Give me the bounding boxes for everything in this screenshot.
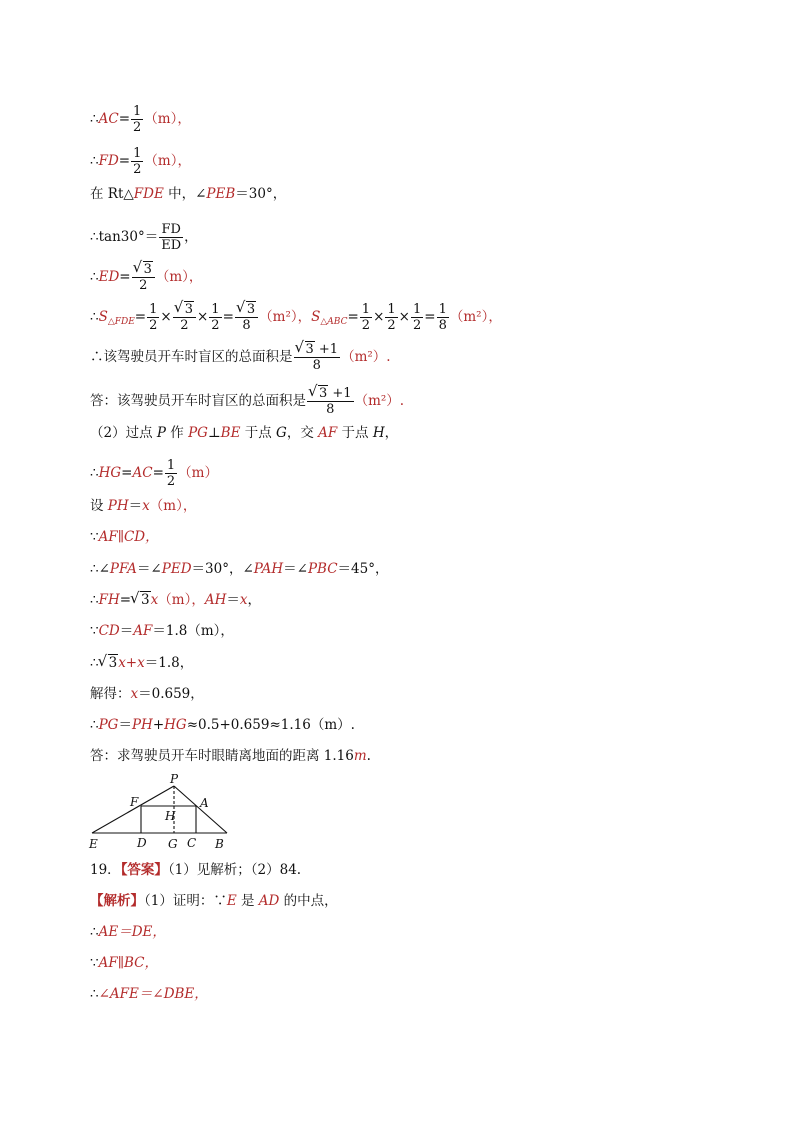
line-equation: ∴√ 3x+x＝1.8， [90,655,193,671]
question-19-analysis: 【解析】（1）证明：∵E 是 AD 的中点， [90,893,338,909]
label-b: B [215,837,224,851]
geometry-figure [86,770,236,852]
label-d: D [137,836,147,850]
line-fh-ah: ∴FH=√ 3x（m），AH＝x， [90,592,261,608]
fraction: $\frac{1}{2}$ [133,146,142,177]
line-cd-af: ∵CD＝AF＝1.8（m）， [90,623,234,639]
label-c: C [187,836,197,850]
question-19-answer: 19．【答案】（1）见解析；（2）84. [90,862,302,878]
segment-ep [92,786,174,833]
line-tan30: ∴tan30°＝ $\frac{FD}{ED}$ ， [90,222,198,253]
line-rt-triangle: 在 Rt△FDE 中，∠PEB＝30°， [90,186,287,202]
line-ac: ∴AC= $\frac{1}{2}$ （m）， [90,104,191,135]
line-hg: ∴HG=AC= $\frac{1}{2}$ （m） [90,458,218,489]
label-a: A [200,796,209,810]
fraction: √ $\frac{3}{2}$ [132,262,155,293]
line-ed: ∴ED= √ $\frac{3}{2}$ （m）， [90,262,202,293]
label-f: F [130,795,139,809]
line-angles: ∴∠PFA＝∠PED＝30°，∠PAH＝∠PBC＝45°， [90,561,389,577]
label-g: G [168,837,178,851]
line-af-parallel-bc: ∵AF∥BC， [90,955,158,971]
line-ae-de: ∴AE＝DE， [90,924,166,940]
label-e: E [89,837,98,851]
line-af-parallel-cd: ∵AF∥CD， [90,529,159,545]
line-fd: ∴FD= $\frac{1}{2}$ （m）， [90,146,191,177]
label-p: P [170,772,179,786]
line-pg: ∴PG＝PH+HG≈0.5+0.659≈1.16（m）. [90,717,355,733]
line-angle-afe-dbe: ∴∠AFE＝∠DBE， [90,986,208,1002]
line-set-ph: 设 PH＝x（m）， [90,498,197,514]
line-areas: $\therefore S_{\triangle FDE}=$ $\frac{1}{2}$ × √ $\frac{3}{2}$ × $\frac{1}{2}$ = √ $\frac{3}{8}$ （m²），$S_{\triangle ABC}=$ $\frac{1}{2}$ × $\frac{1}{2}$ × $\frac{1}{2}$ = $\frac{1}{8}$ （m²）， [90,302,502,333]
line-total-area: ∴该驾驶员开车时盲区的总面积是 √ $\frac{3 +1}{8}$ （m²）. [90,342,391,373]
fraction: $\frac{1}{2}$ [133,104,142,135]
label-h: H [165,809,176,823]
line-answer-1: 答：该驾驶员开车时盲区的总面积是 √ $\frac{3 +1}{8}$ （m²）. [90,386,404,417]
line-answer-2: 答：求驾驶员开车时眼睛离地面的距离 1.16m. [90,748,371,764]
line-solve: 解得：x＝0.659， [90,686,204,702]
fraction: $\frac{FD}{ED}$ [161,222,182,253]
line-part2-construct: （2）过点 P 作 PG⊥BE 于点 G，交 AF 于点 H， [90,425,399,441]
